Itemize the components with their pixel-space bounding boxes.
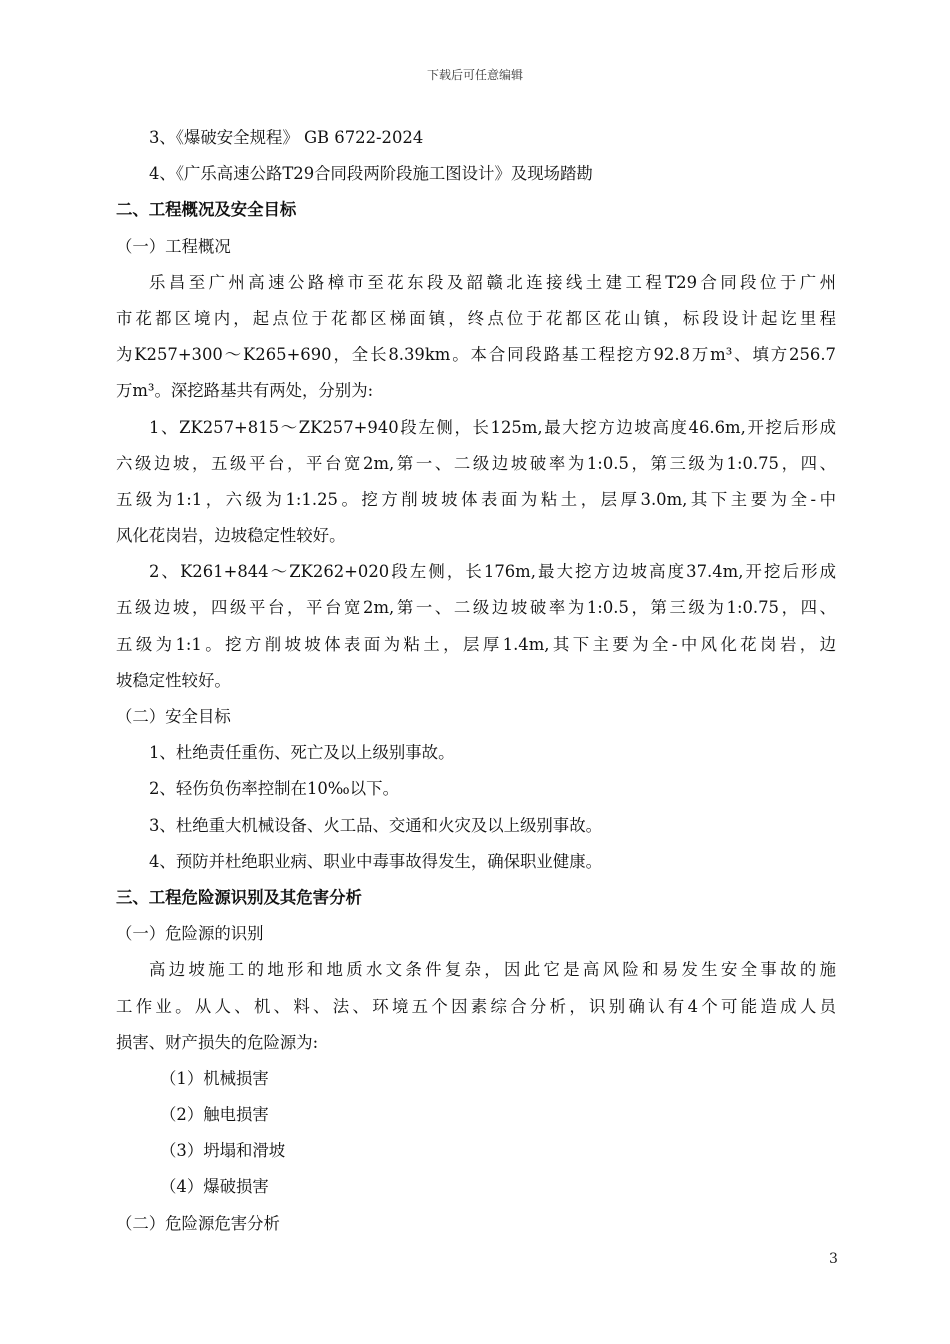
section-heading: 二、工程概况及安全目标 <box>116 200 297 220</box>
paragraph-line: 乐昌至广州高速公路樟市至花东段及韶赣北连接线土建工程T29合同段位于广州 <box>149 272 836 292</box>
reference-item: 4、《广乐高速公路T29合同段两阶段施工图设计》及现场踏勘 <box>149 164 593 184</box>
paragraph-line: 市花都区境内，起点位于花都区梯面镇，终点位于花都区花山镇，标段设计起讫里程 <box>116 308 836 328</box>
document-body <box>116 120 836 1242</box>
paragraph-line: 1、ZK257+815～ZK257+940段左侧，长125m,最大挖方边坡高度46.6m,开挖后形成 <box>149 417 836 437</box>
hazard-item: （2）触电损害 <box>160 1105 269 1125</box>
paragraph-line: 六级边坡，五级平台，平台宽2m,第一、二级边坡破率为1:0.5，第三级为1:0.75，四、 <box>116 453 836 473</box>
paragraph-line: 高边坡施工的地形和地质水文条件复杂，因此它是高风险和易发生安全事故的施 <box>149 960 836 980</box>
goal-item: 1、杜绝责任重伤、死亡及以上级别事故。 <box>149 743 455 763</box>
hazard-item: （1）机械损害 <box>160 1068 269 1088</box>
subsection-heading: （一）危险源的识别 <box>116 924 264 944</box>
reference-item: 3、《爆破安全规程》 GB 6722-2024 <box>149 128 424 147</box>
goal-item: 2、轻伤负伤率控制在10‰以下。 <box>149 779 399 799</box>
page-number: 3 <box>829 1251 838 1267</box>
paragraph-line: 五级为1:1，六级为1:1.25。挖方削坡坡体表面为粘土，层厚3.0m,其下主要为全-中 <box>116 489 836 509</box>
goal-item: 4、预防并杜绝职业病、职业中毒事故得发生，确保职业健康。 <box>149 851 602 871</box>
paragraph-line: 风化花岗岩，边坡稳定性较好。 <box>116 526 346 546</box>
goal-item: 3、杜绝重大机械设备、火工品、交通和火灾及以上级别事故。 <box>149 815 602 835</box>
subsection-heading: （一）工程概况 <box>116 236 231 256</box>
hazard-item: （4）爆破损害 <box>160 1177 269 1197</box>
paragraph-line: 为K257+300～K265+690，全长8.39km。本合同段路基工程挖方92.8万m³、填方256.7 <box>116 345 836 365</box>
subsection-heading: （二）危险源危害分析 <box>116 1213 280 1233</box>
paragraph-line: 损害、财产损失的危险源为: <box>116 1032 319 1052</box>
hazard-item: （3）坍塌和滑坡 <box>160 1141 286 1161</box>
paragraph-line: 2、K261+844～ZK262+020段左侧，长176m,最大挖方边坡高度37.4m,开挖后形成 <box>149 562 836 582</box>
paragraph-line: 工作业。从人、机、料、法、环境五个因素综合分析，识别确认有4个可能造成人员 <box>116 996 836 1016</box>
page-header: 下载后可任意编辑 <box>426 68 523 82</box>
paragraph-line: 五级为1:1。挖方削坡坡体表面为粘土，层厚1.4m,其下主要为全-中风化花岗岩，边 <box>116 634 836 654</box>
paragraph-line: 万m³。深挖路基共有两处，分别为: <box>116 381 374 401</box>
subsection-heading: （二）安全目标 <box>116 707 231 726</box>
paragraph-line: 坡稳定性较好。 <box>116 670 231 690</box>
section-heading: 三、工程危险源识别及其危害分析 <box>116 887 362 907</box>
paragraph-line: 五级边坡，四级平台，平台宽2m,第一、二级边坡破率为1:0.5，第三级为1:0.75，四、 <box>116 598 836 618</box>
